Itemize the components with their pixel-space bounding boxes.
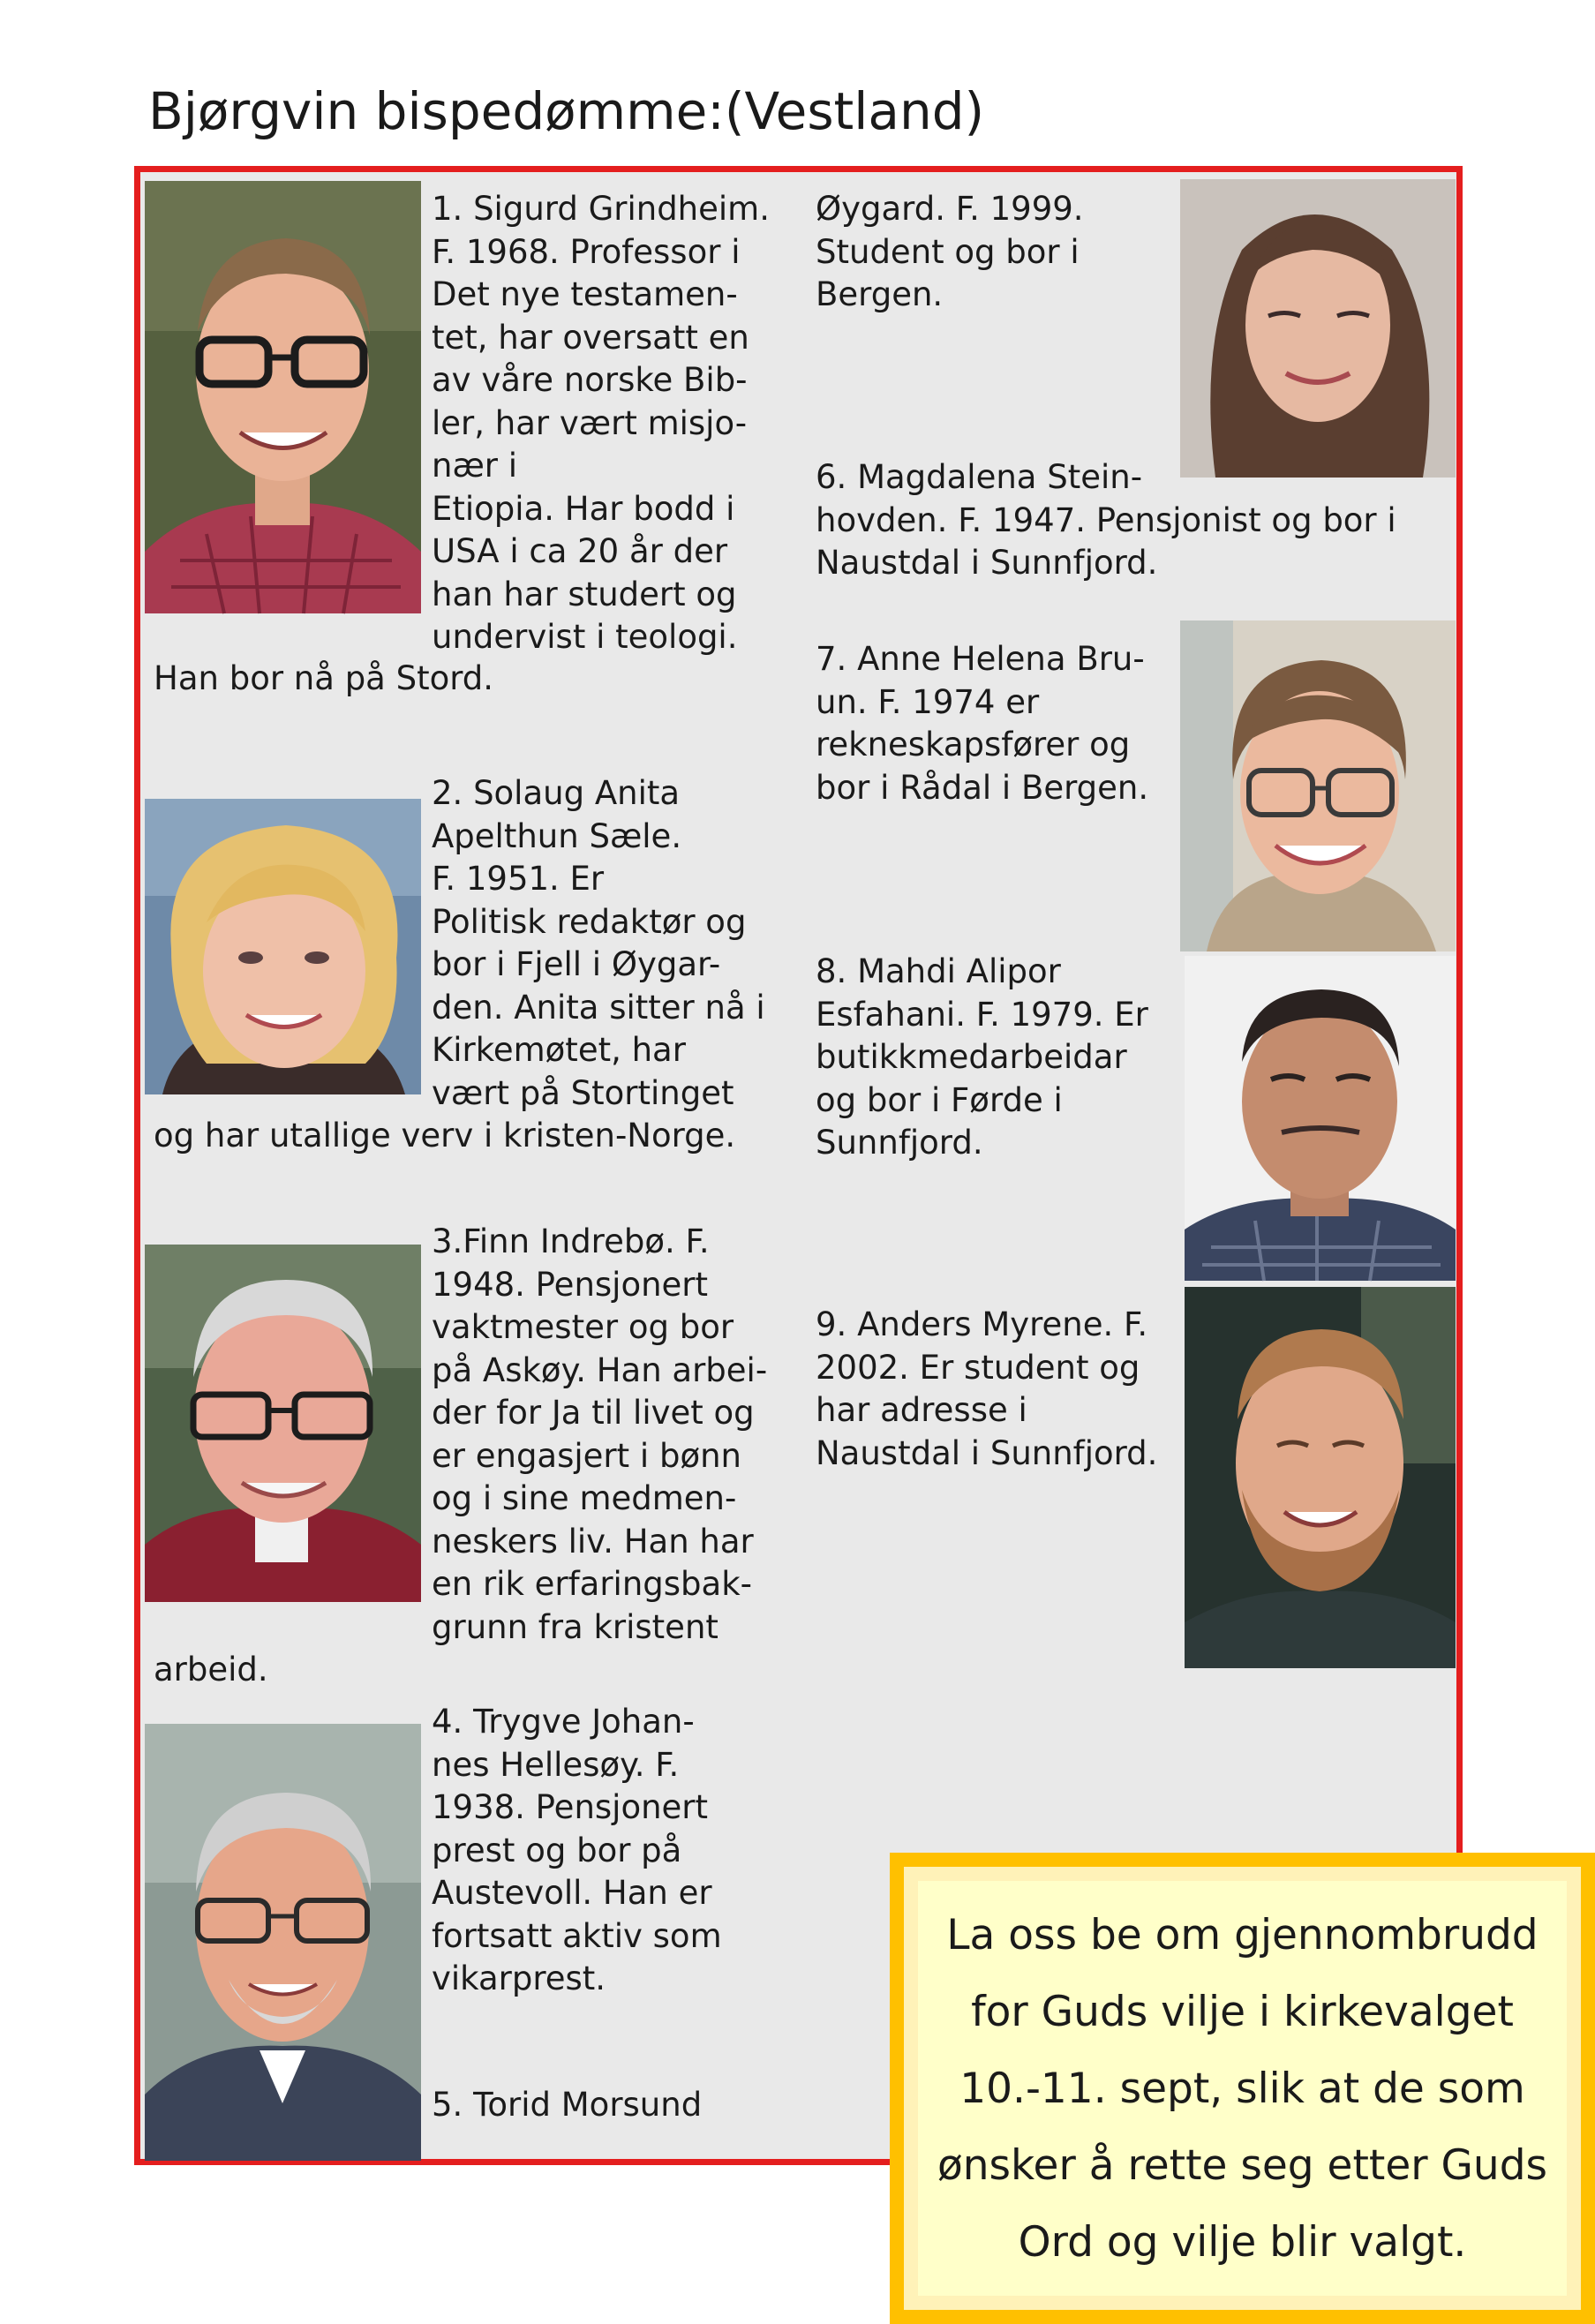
candidate-3-line: der for Ja til livet og [432, 1394, 755, 1432]
candidate-2-text [432, 772, 765, 1115]
candidate-8-line: 8. Mahdi Alipor [816, 952, 1061, 990]
prayer-line: for Guds vilje i kirkevalget [971, 1987, 1514, 2036]
candidate-4-photo [145, 1724, 421, 2161]
candidate-3-line: vaktmester og bor [432, 1308, 734, 1346]
candidate-1-line: USA i ca 20 år der [432, 532, 728, 570]
candidate-4-line: vikarprest. [432, 1959, 606, 1997]
candidate-7-line: 7. Anne Helena Bru- [816, 640, 1145, 678]
candidate-6-line: Naustdal i Sunnfjord. [816, 544, 1158, 582]
candidate-4-text [432, 1701, 722, 2001]
candidate-9-photo [1185, 1287, 1456, 1668]
candidate-4-line: fortsatt aktiv som [432, 1916, 722, 1955]
candidate-2-line: 2. Solaug Anita [432, 774, 681, 812]
candidate-8-line: Sunnfjord. [816, 1124, 983, 1162]
candidate-4-line: 1938. Pensjonert [432, 1788, 709, 1826]
candidate-8-line: Esfahani. F. 1979. Er [816, 995, 1148, 1034]
candidate-4-line: 4. Trygve Johan- [432, 1703, 695, 1741]
candidate-1-line: Det nye testamen- [432, 275, 738, 313]
candidate-2-line: Politisk redaktør og [432, 902, 747, 941]
candidate-1-line: F. 1968. Professor i [432, 232, 741, 271]
candidate-2-line: Apelthun Sæle. [432, 816, 682, 855]
candidate-9-line: Naustdal i Sunnfjord. [816, 1433, 1158, 1472]
candidate-3-line: 3.Finn Indrebø. F. [432, 1222, 710, 1260]
candidate-2-photo [145, 799, 421, 1094]
candidate-3-photo [145, 1245, 421, 1602]
candidate-3-text [432, 1221, 767, 1649]
prayer-box [890, 1853, 1595, 2324]
candidate-3-line: en rik erfaringsbak- [432, 1565, 752, 1603]
candidate-4-line: Austevoll. Han er [432, 1874, 712, 1912]
candidate-6-line: 6. Magdalena Stein- [816, 458, 1143, 496]
candidate-3-line: grunn fra kristent [432, 1607, 719, 1646]
prayer-line: Ord og vilje blir valgt. [1018, 2217, 1467, 2267]
candidate-1-line: 1. Sigurd Grindheim. [432, 190, 770, 228]
candidate-1-line: ler, har vært misjo- [432, 403, 748, 442]
candidate-6-text [816, 456, 1396, 585]
candidate-7-photo [1180, 620, 1456, 951]
candidate-8-photo [1185, 956, 1456, 1281]
candidate-2-line: den. Anita sitter nå i [432, 988, 765, 1027]
candidate-8-text [816, 951, 1148, 1165]
prayer-line: 10.-11. sept, slik at de som [959, 2064, 1525, 2113]
candidate-2-line: Kirkemøtet, har [432, 1031, 686, 1069]
candidate-2-line: vært på Stortinget [432, 1073, 734, 1112]
candidate-5-line: Bergen. [816, 275, 944, 313]
candidate-9-line: 9. Anders Myrene. F. [816, 1305, 1148, 1343]
candidate-7-text [816, 638, 1148, 809]
candidate-2-tail: og har utallige verv i kristen-Norge. [154, 1117, 736, 1154]
page-title: Bjørgvin bispedømme:(Vestland) [148, 81, 985, 141]
candidate-2-line: F. 1951. Er [432, 860, 605, 898]
candidate-1-text [432, 188, 770, 659]
candidate-7-line: bor i Rådal i Bergen. [816, 768, 1149, 807]
candidate-3-tail: arbeid. [154, 1651, 268, 1688]
candidate-1-photo [145, 181, 421, 613]
candidate-9-line: har adresse i [816, 1391, 1027, 1429]
candidate-5-photo [1180, 179, 1456, 478]
candidate-3-line: er engasjert i bønn [432, 1436, 741, 1475]
candidate-1-tail: Han bor nå på Stord. [154, 659, 494, 697]
candidate-8-line: og bor i Førde i [816, 1080, 1063, 1119]
candidate-5-line: Student og bor i [816, 232, 1080, 271]
candidate-5-text-continued [816, 188, 1084, 317]
candidate-1-line: undervist i teologi. [432, 618, 738, 656]
candidate-9-text [816, 1304, 1157, 1475]
candidate-1-line: nær i [432, 447, 518, 485]
candidate-4-line: nes Hellesøy. F. [432, 1745, 680, 1784]
candidate-1-line: tet, har oversatt en [432, 318, 749, 357]
candidate-7-line: rekneskapsfører og [816, 726, 1131, 763]
candidate-3-line: 1948. Pensjonert [432, 1265, 709, 1304]
candidate-5-line: Øygard. F. 1999. [816, 190, 1084, 228]
candidate-1-line: Etiopia. Har bodd i [432, 489, 735, 528]
candidate-3-line: på Askøy. Han arbei- [432, 1350, 768, 1389]
candidate-6-line: hovden. F. 1947. Pensjonist og bor i [816, 500, 1396, 539]
candidate-5-text-start: 5. Torid Morsund [432, 2086, 703, 2124]
prayer-line: La oss be om gjennombrudd [946, 1910, 1539, 1959]
candidate-3-line: og i sine medmen- [432, 1479, 737, 1517]
prayer-line: ønsker å rette seg etter Guds [937, 2140, 1548, 2190]
candidate-8-line: butikkmedarbeidar [816, 1038, 1127, 1076]
candidate-1-line: av våre norske Bib- [432, 361, 748, 399]
candidate-1-line: han har studert og [432, 575, 737, 613]
candidate-3-line: neskers liv. Han har [432, 1522, 754, 1561]
candidate-2-line: bor i Fjell i Øygar- [432, 945, 721, 983]
prayer-text [918, 1881, 1567, 2296]
candidate-9-line: 2002. Er student og [816, 1348, 1140, 1387]
candidate-panel [134, 166, 1548, 2267]
candidate-7-line: un. F. 1974 er [816, 682, 1040, 721]
candidate-4-line: prest og bor på [432, 1831, 682, 1869]
